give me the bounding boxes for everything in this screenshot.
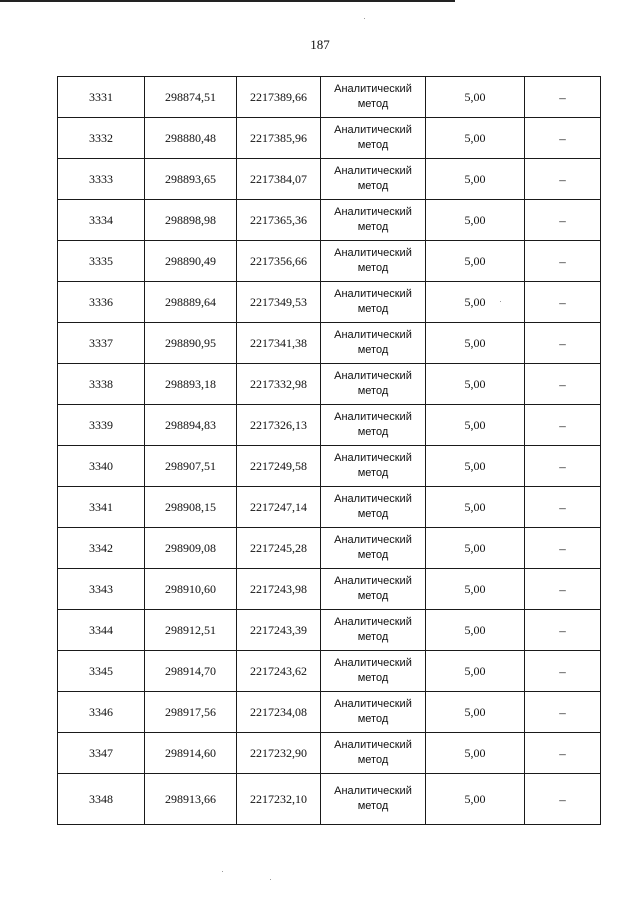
point-number-cell: 3343 xyxy=(58,569,145,610)
table-row xyxy=(58,241,601,282)
method-label-line1: Аналитический xyxy=(334,785,412,797)
note-cell: – xyxy=(525,77,601,118)
accuracy-cell: 5,00 xyxy=(426,364,525,405)
method-cell xyxy=(321,282,426,323)
method-label-line2: метод xyxy=(357,303,389,315)
table-row xyxy=(58,364,601,405)
table-row xyxy=(58,569,601,610)
note-cell: – xyxy=(525,323,601,364)
table-row xyxy=(58,733,601,774)
x-coordinate-cell: 298893,65 xyxy=(145,159,237,200)
method-label-line2: метод xyxy=(357,754,389,766)
point-number-cell: 3340 xyxy=(58,446,145,487)
y-coordinate-cell: 2217247,14 xyxy=(237,487,321,528)
method-cell xyxy=(321,446,426,487)
point-number-cell: 3344 xyxy=(58,610,145,651)
point-number-cell: 3333 xyxy=(58,159,145,200)
point-number-cell: 3339 xyxy=(58,405,145,446)
accuracy-cell: 5,00 xyxy=(426,118,525,159)
method-label-line1: Аналитический xyxy=(334,206,412,218)
accuracy-cell: 5,00 xyxy=(426,487,525,528)
method-label-line1: Аналитический xyxy=(334,83,412,95)
method-label-line1: Аналитический xyxy=(334,411,412,423)
y-coordinate-cell: 2217384,07 xyxy=(237,159,321,200)
x-coordinate-cell: 298898,98 xyxy=(145,200,237,241)
scan-speck xyxy=(364,18,365,19)
accuracy-cell: 5,00 xyxy=(426,446,525,487)
method-cell xyxy=(321,610,426,651)
y-coordinate-cell: 2217243,98 xyxy=(237,569,321,610)
method-cell xyxy=(321,77,426,118)
method-cell xyxy=(321,569,426,610)
y-coordinate-cell: 2217249,58 xyxy=(237,446,321,487)
method-cell xyxy=(321,651,426,692)
table-row xyxy=(58,282,601,323)
point-number-cell: 3348 xyxy=(58,774,145,825)
method-cell xyxy=(321,159,426,200)
method-cell xyxy=(321,118,426,159)
method-label-line1: Аналитический xyxy=(334,616,412,628)
point-number-cell: 3336 xyxy=(58,282,145,323)
x-coordinate-cell: 298909,08 xyxy=(145,528,237,569)
point-number-cell: 3346 xyxy=(58,692,145,733)
point-number-cell: 3335 xyxy=(58,241,145,282)
note-cell: – xyxy=(525,569,601,610)
x-coordinate-cell: 298910,60 xyxy=(145,569,237,610)
method-label-line2: метод xyxy=(357,631,389,643)
x-coordinate-cell: 298914,60 xyxy=(145,733,237,774)
x-coordinate-cell: 298893,18 xyxy=(145,364,237,405)
table-row xyxy=(58,610,601,651)
method-label-line2: метод xyxy=(357,590,389,602)
scan-speck xyxy=(500,301,501,302)
table-row xyxy=(58,651,601,692)
note-cell: – xyxy=(525,774,601,825)
method-label-line1: Аналитический xyxy=(334,657,412,669)
y-coordinate-cell: 2217245,28 xyxy=(237,528,321,569)
coordinates-table xyxy=(57,76,601,825)
accuracy-cell: 5,00 xyxy=(426,528,525,569)
table-row xyxy=(58,323,601,364)
method-label-line2: метод xyxy=(357,672,389,684)
y-coordinate-cell: 2217232,10 xyxy=(237,774,321,825)
top-scan-rule xyxy=(0,0,455,2)
method-label-line1: Аналитический xyxy=(334,698,412,710)
point-number-cell: 3341 xyxy=(58,487,145,528)
point-number-cell: 3331 xyxy=(58,77,145,118)
method-cell xyxy=(321,774,426,825)
method-cell xyxy=(321,733,426,774)
method-label-line1: Аналитический xyxy=(334,534,412,546)
table-row xyxy=(58,200,601,241)
x-coordinate-cell: 298912,51 xyxy=(145,610,237,651)
method-label-line1: Аналитический xyxy=(334,247,412,259)
method-label-line2: метод xyxy=(357,426,389,438)
note-cell: – xyxy=(525,528,601,569)
method-label-line1: Аналитический xyxy=(334,165,412,177)
method-label-line1: Аналитический xyxy=(334,124,412,136)
accuracy-cell: 5,00 xyxy=(426,774,525,825)
note-cell: – xyxy=(525,610,601,651)
method-cell xyxy=(321,241,426,282)
table-row xyxy=(58,692,601,733)
table-row xyxy=(58,159,601,200)
accuracy-cell: 5,00 xyxy=(426,241,525,282)
method-label-line2: метод xyxy=(357,508,389,520)
note-cell: – xyxy=(525,159,601,200)
method-cell xyxy=(321,487,426,528)
y-coordinate-cell: 2217385,96 xyxy=(237,118,321,159)
table-row xyxy=(58,77,601,118)
note-cell: – xyxy=(525,651,601,692)
accuracy-cell: 5,00 xyxy=(426,323,525,364)
y-coordinate-cell: 2217341,38 xyxy=(237,323,321,364)
x-coordinate-cell: 298890,49 xyxy=(145,241,237,282)
accuracy-cell: 5,00 xyxy=(426,405,525,446)
x-coordinate-cell: 298894,83 xyxy=(145,405,237,446)
method-label-line2: метод xyxy=(357,344,389,356)
method-cell xyxy=(321,692,426,733)
y-coordinate-cell: 2217243,39 xyxy=(237,610,321,651)
note-cell: – xyxy=(525,446,601,487)
point-number-cell: 3334 xyxy=(58,200,145,241)
method-label-line2: метод xyxy=(357,713,389,725)
x-coordinate-cell: 298880,48 xyxy=(145,118,237,159)
y-coordinate-cell: 2217356,66 xyxy=(237,241,321,282)
x-coordinate-cell: 298908,15 xyxy=(145,487,237,528)
method-label-line1: Аналитический xyxy=(334,370,412,382)
method-label-line1: Аналитический xyxy=(334,493,412,505)
table-body xyxy=(58,77,601,825)
method-cell xyxy=(321,405,426,446)
accuracy-cell: 5,00 xyxy=(426,282,525,323)
note-cell: – xyxy=(525,487,601,528)
accuracy-cell: 5,00 xyxy=(426,651,525,692)
y-coordinate-cell: 2217365,36 xyxy=(237,200,321,241)
scan-speck xyxy=(270,879,271,880)
y-coordinate-cell: 2217234,08 xyxy=(237,692,321,733)
note-cell: – xyxy=(525,692,601,733)
accuracy-cell: 5,00 xyxy=(426,77,525,118)
accuracy-cell: 5,00 xyxy=(426,733,525,774)
x-coordinate-cell: 298890,95 xyxy=(145,323,237,364)
x-coordinate-cell: 298874,51 xyxy=(145,77,237,118)
y-coordinate-cell: 2217243,62 xyxy=(237,651,321,692)
note-cell: – xyxy=(525,364,601,405)
y-coordinate-cell: 2217332,98 xyxy=(237,364,321,405)
method-label-line2: метод xyxy=(357,549,389,561)
page-number: 187 xyxy=(310,37,330,52)
note-cell: – xyxy=(525,118,601,159)
accuracy-cell: 5,00 xyxy=(426,569,525,610)
y-coordinate-cell: 2217326,13 xyxy=(237,405,321,446)
y-coordinate-cell: 2217389,66 xyxy=(237,77,321,118)
x-coordinate-cell: 298889,64 xyxy=(145,282,237,323)
method-label-line2: метод xyxy=(357,800,389,812)
x-coordinate-cell: 298917,56 xyxy=(145,692,237,733)
y-coordinate-cell: 2217232,90 xyxy=(237,733,321,774)
method-label-line1: Аналитический xyxy=(334,575,412,587)
point-number-cell: 3345 xyxy=(58,651,145,692)
note-cell: – xyxy=(525,405,601,446)
method-cell xyxy=(321,528,426,569)
method-label-line2: метод xyxy=(357,180,389,192)
method-label-line1: Аналитический xyxy=(334,288,412,300)
table-row xyxy=(58,528,601,569)
point-number-cell: 3347 xyxy=(58,733,145,774)
table-row xyxy=(58,446,601,487)
accuracy-cell: 5,00 xyxy=(426,200,525,241)
method-label-line2: метод xyxy=(357,262,389,274)
method-label-line1: Аналитический xyxy=(334,452,412,464)
point-number-cell: 3332 xyxy=(58,118,145,159)
point-number-cell: 3337 xyxy=(58,323,145,364)
method-cell xyxy=(321,323,426,364)
scan-speck xyxy=(222,871,223,872)
method-label-line2: метод xyxy=(357,98,389,110)
table-row xyxy=(58,118,601,159)
table-row xyxy=(58,487,601,528)
method-label-line1: Аналитический xyxy=(334,329,412,341)
method-cell xyxy=(321,200,426,241)
method-label-line1: Аналитический xyxy=(334,739,412,751)
accuracy-cell: 5,00 xyxy=(426,692,525,733)
method-cell xyxy=(321,364,426,405)
note-cell: – xyxy=(525,200,601,241)
method-label-line2: метод xyxy=(357,139,389,151)
y-coordinate-cell: 2217349,53 xyxy=(237,282,321,323)
point-number-cell: 3342 xyxy=(58,528,145,569)
method-label-line2: метод xyxy=(357,385,389,397)
x-coordinate-cell: 298914,70 xyxy=(145,651,237,692)
note-cell: – xyxy=(525,241,601,282)
point-number-cell: 3338 xyxy=(58,364,145,405)
note-cell: – xyxy=(525,733,601,774)
accuracy-cell: 5,00 xyxy=(426,610,525,651)
method-label-line2: метод xyxy=(357,467,389,479)
table-row xyxy=(58,405,601,446)
accuracy-cell: 5,00 xyxy=(426,159,525,200)
table-row xyxy=(58,774,601,825)
note-cell: – xyxy=(525,282,601,323)
method-label-line2: метод xyxy=(357,221,389,233)
x-coordinate-cell: 298907,51 xyxy=(145,446,237,487)
x-coordinate-cell: 298913,66 xyxy=(145,774,237,825)
